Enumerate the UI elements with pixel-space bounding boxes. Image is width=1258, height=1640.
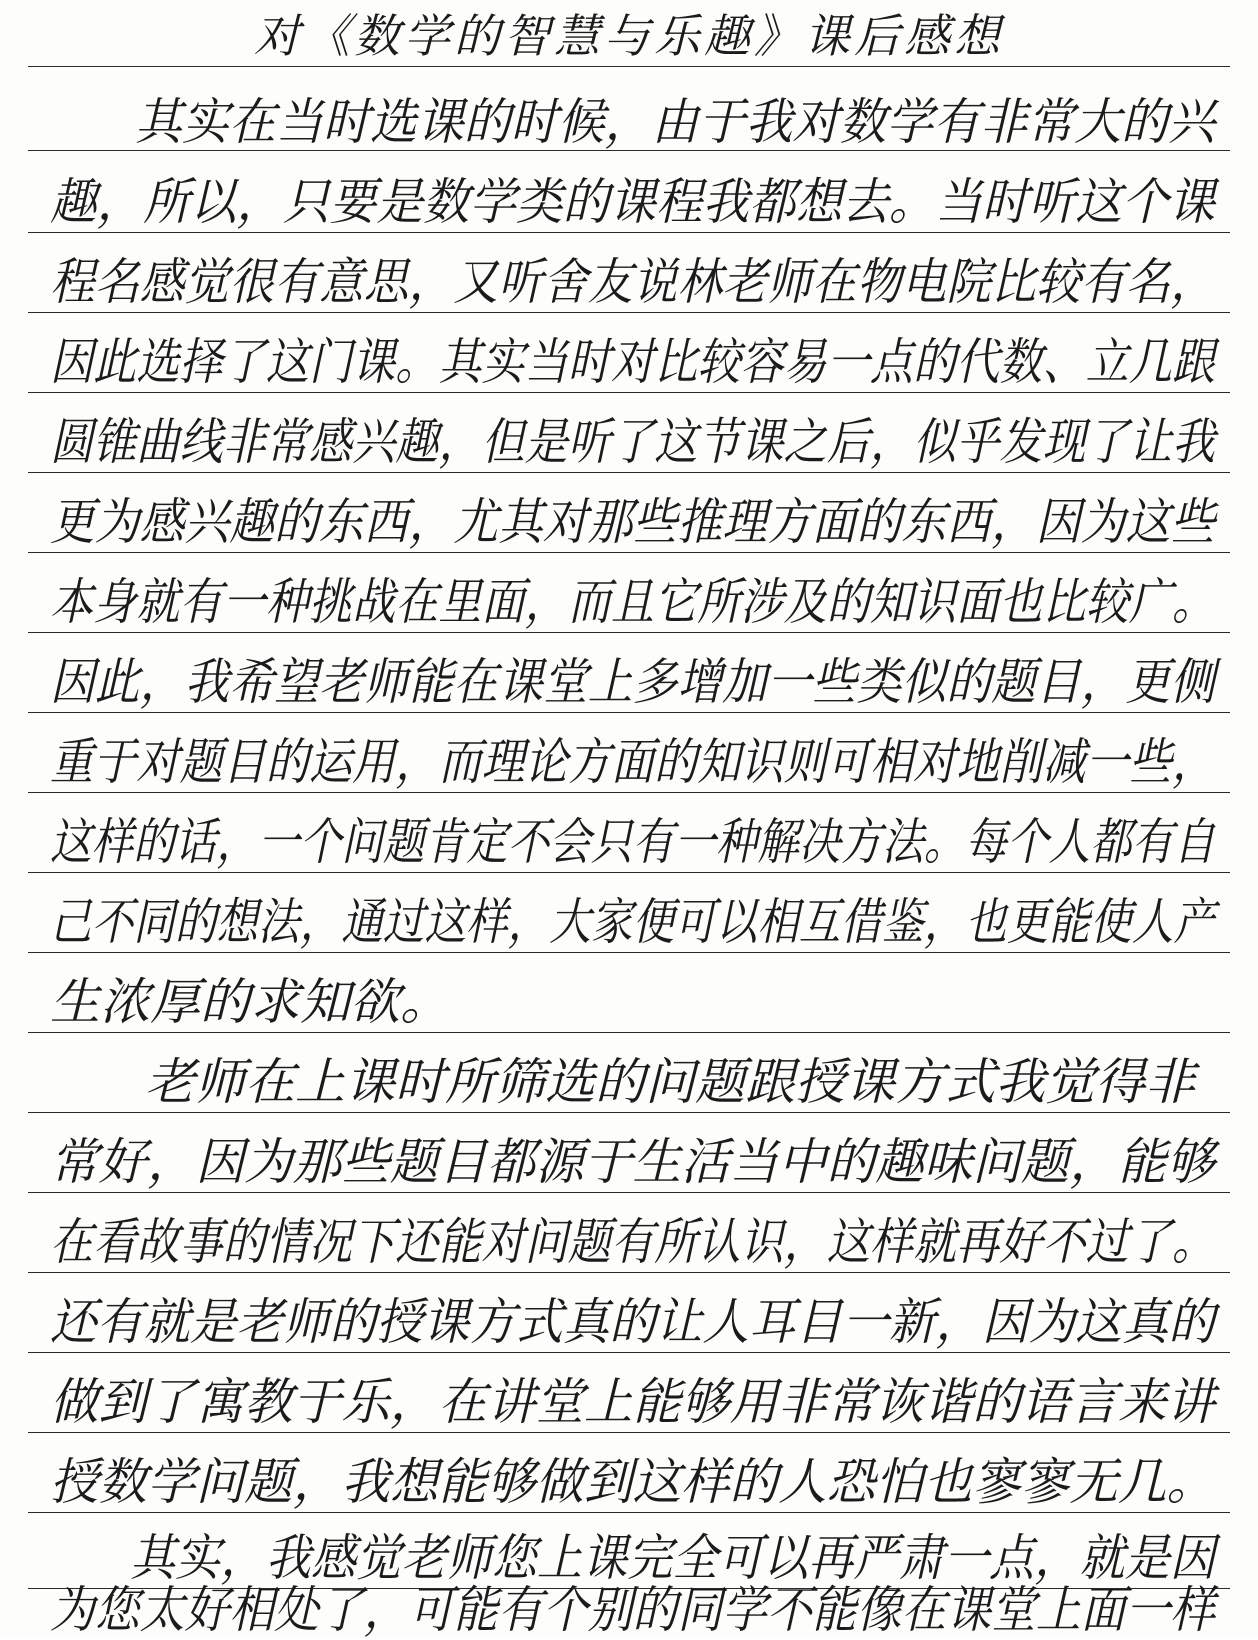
text-line: 因此，我希望老师能在课堂上多增加一些类似的题目，更侧 xyxy=(50,653,1216,711)
ruled-line xyxy=(28,392,1230,393)
text-line: 本身就有一种挑战在里面，而且它所涉及的知识面也比较广。 xyxy=(50,573,1216,631)
ruled-line xyxy=(28,1112,1230,1113)
ruled-line xyxy=(28,1272,1230,1273)
text-line: 因此选择了这门课。其实当时对比较容易一点的代数、立几跟 xyxy=(50,333,1216,391)
ruled-line xyxy=(28,472,1230,473)
text-line: 更为感兴趣的东西，尤其对那些推理方面的东西，因为这些 xyxy=(50,493,1216,551)
text-line: 其实，我感觉老师您上课完全可以再严肃一点，就是因 xyxy=(130,1529,1216,1587)
ruled-line xyxy=(28,1432,1230,1433)
text-line: 圆锥曲线非常感兴趣，但是听了这节课之后，似乎发现了让我 xyxy=(50,413,1216,471)
ruled-line xyxy=(28,632,1230,633)
ruled-line xyxy=(28,66,1230,67)
ruled-line xyxy=(28,1352,1230,1353)
essay-title: 对《数学的智慧与乐趣》课后感想 xyxy=(254,9,1004,63)
text-line: 在看故事的情况下还能对问题有所认识，这样就再好不过了。 xyxy=(50,1213,1216,1271)
ruled-line xyxy=(28,232,1230,233)
text-line: 重于对题目的运用，而理论方面的知识则可相对地削减一些， xyxy=(50,733,1216,791)
ruled-line xyxy=(28,552,1230,553)
text-line: 程名感觉很有意思，又听舍友说林老师在物电院比较有名， xyxy=(50,253,1216,311)
text-line: 还有就是老师的授课方式真的让人耳目一新，因为这真的 xyxy=(50,1293,1215,1351)
ruled-line xyxy=(28,312,1230,313)
ruled-line xyxy=(28,872,1230,873)
text-line: 其实在当时选课的时候，由于我对数学有非常大的兴 xyxy=(135,93,1215,151)
text-line: 己不同的想法，通过这样，大家便可以相互借鉴，也更能使人产 xyxy=(50,893,1215,951)
text-line: 为您太好相处了，可能有个别的同学不能像在课堂上面一样 xyxy=(50,1581,1216,1639)
text-line: 授数学问题，我想能够做到这样的人恐怕也寥寥无几。 xyxy=(50,1453,1215,1511)
text-line: 做到了寓教于乐，在讲堂上能够用非常诙谐的语言来讲 xyxy=(50,1373,1215,1431)
ruled-line xyxy=(28,1032,1230,1033)
ruled-line xyxy=(28,1512,1230,1513)
text-line: 常好，因为那些题目都源于生活当中的趣味问题，能够 xyxy=(50,1133,1215,1191)
text-line: 生浓厚的求知欲。 xyxy=(50,973,450,1031)
text-line: 这样的话，一个问题肯定不会只有一种解决方法。每个人都有自 xyxy=(50,813,1215,871)
ruled-line xyxy=(28,1192,1230,1193)
ruled-line xyxy=(28,952,1230,953)
ruled-line xyxy=(28,712,1230,713)
text-line: 老师在上课时所筛选的问题跟授课方式我觉得非 xyxy=(145,1053,1195,1111)
ruled-line xyxy=(28,792,1230,793)
text-line: 趣，所以，只要是数学类的课程我都想去。当时听这个课 xyxy=(50,173,1215,231)
